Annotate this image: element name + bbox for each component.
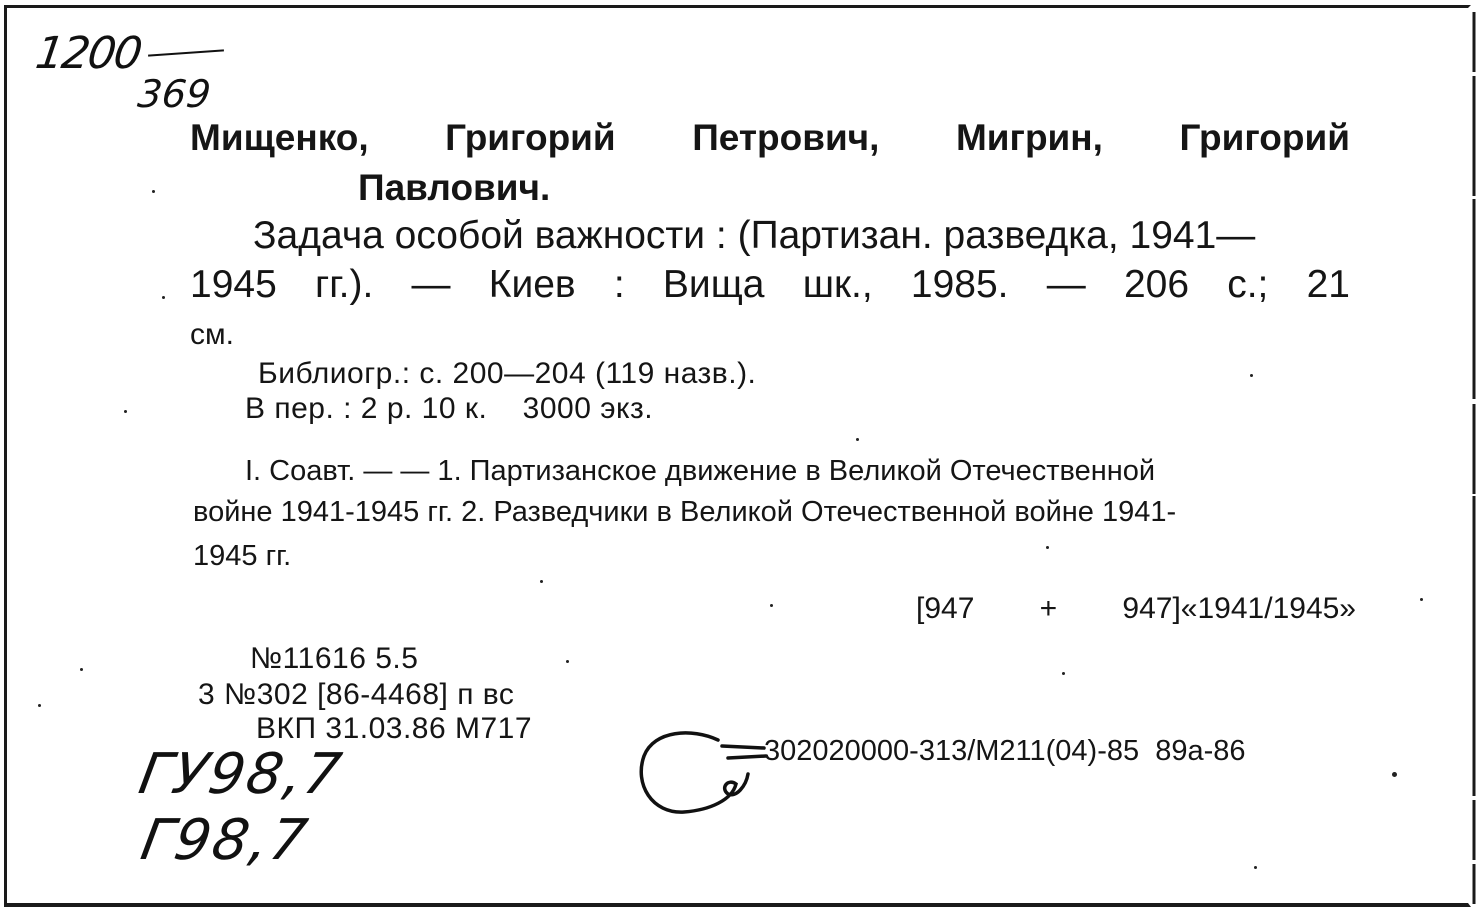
subject-line1: I. Соавт. — — 1. Партизанское движение в Великой Отечественной — [245, 455, 1156, 487]
title-line1: Задача особой важности : (Партизан. разведка, 1941— — [253, 214, 1256, 257]
title-word: Киев — [488, 263, 576, 306]
scan-speck — [1046, 546, 1049, 549]
hand-circle-mark-icon — [632, 722, 772, 826]
classification-part: [947 — [916, 592, 975, 625]
title-word: Вища — [662, 263, 765, 306]
heading-word: Григорий — [445, 117, 616, 158]
scan-speck — [566, 660, 569, 663]
scan-speck — [770, 604, 773, 607]
scan-speck — [1392, 772, 1397, 777]
scan-speck — [162, 296, 165, 299]
scan-speck — [1420, 598, 1423, 601]
title-word: шк., — [802, 263, 873, 306]
heading-word: Мигрин, — [955, 117, 1103, 158]
author-heading-line1 — [190, 117, 1350, 159]
heading-word: Григорий — [1179, 117, 1350, 158]
title-word: — — [411, 263, 451, 306]
classification-part: 947]«1941/1945» — [1122, 592, 1356, 625]
registration-number-line2: 3 №302 [86-4468] п вс — [198, 678, 515, 711]
scan-speck — [124, 410, 127, 413]
subject-line2: войне 1941-1945 гг. 2. Разведчики в Великой Отечественной войне 1941- — [193, 496, 1177, 528]
price-note: В пер. : 2 р. 10 к. 3000 экз. — [245, 392, 654, 425]
scan-speck — [540, 580, 543, 583]
title-line3: см. — [190, 318, 234, 351]
heading-word: Мищенко, — [190, 117, 369, 158]
title-word: с.; — [1227, 263, 1269, 306]
scan-speck — [1254, 866, 1257, 869]
bibliography-note: Библиогр.: с. 200—204 (119 назв.). — [258, 357, 757, 390]
card-right-edge — [1471, 12, 1477, 904]
title-word: — — [1046, 263, 1086, 306]
index-code: 302020000-313/М211(04)-85 89а-86 — [764, 735, 1246, 767]
title-word: 1985. — [910, 263, 1009, 306]
title-line2 — [190, 263, 1350, 307]
classification-part: + — [1039, 592, 1058, 625]
title-word: 1945 — [190, 263, 277, 306]
handwritten-shelf-mark-2: Г98,7 — [136, 808, 314, 873]
handwritten-cipher-top: 1200 — [32, 28, 144, 79]
title-word: : — [613, 263, 625, 306]
scan-speck — [1062, 672, 1065, 675]
registration-number-line3: ВКП 31.03.86 М717 — [256, 712, 533, 745]
title-word: гг.). — [314, 263, 374, 306]
subject-line3: 1945 гг. — [193, 540, 292, 572]
title-word: 21 — [1306, 263, 1350, 306]
author-heading-line2: Павлович. — [358, 167, 551, 208]
scan-speck — [152, 190, 155, 193]
title-word: 206 — [1123, 263, 1190, 306]
heading-word: Петрович, — [692, 117, 880, 158]
handwritten-shelf-mark-1: ГУ98,7 — [134, 742, 348, 807]
scan-speck — [856, 438, 859, 441]
classification-code — [916, 592, 1356, 626]
registration-number-line1: №11616 5.5 — [250, 642, 419, 675]
scan-speck — [80, 668, 83, 671]
handwritten-cipher-bottom: 369 — [135, 72, 213, 116]
scan-speck — [38, 704, 41, 707]
scan-speck — [1250, 374, 1253, 377]
